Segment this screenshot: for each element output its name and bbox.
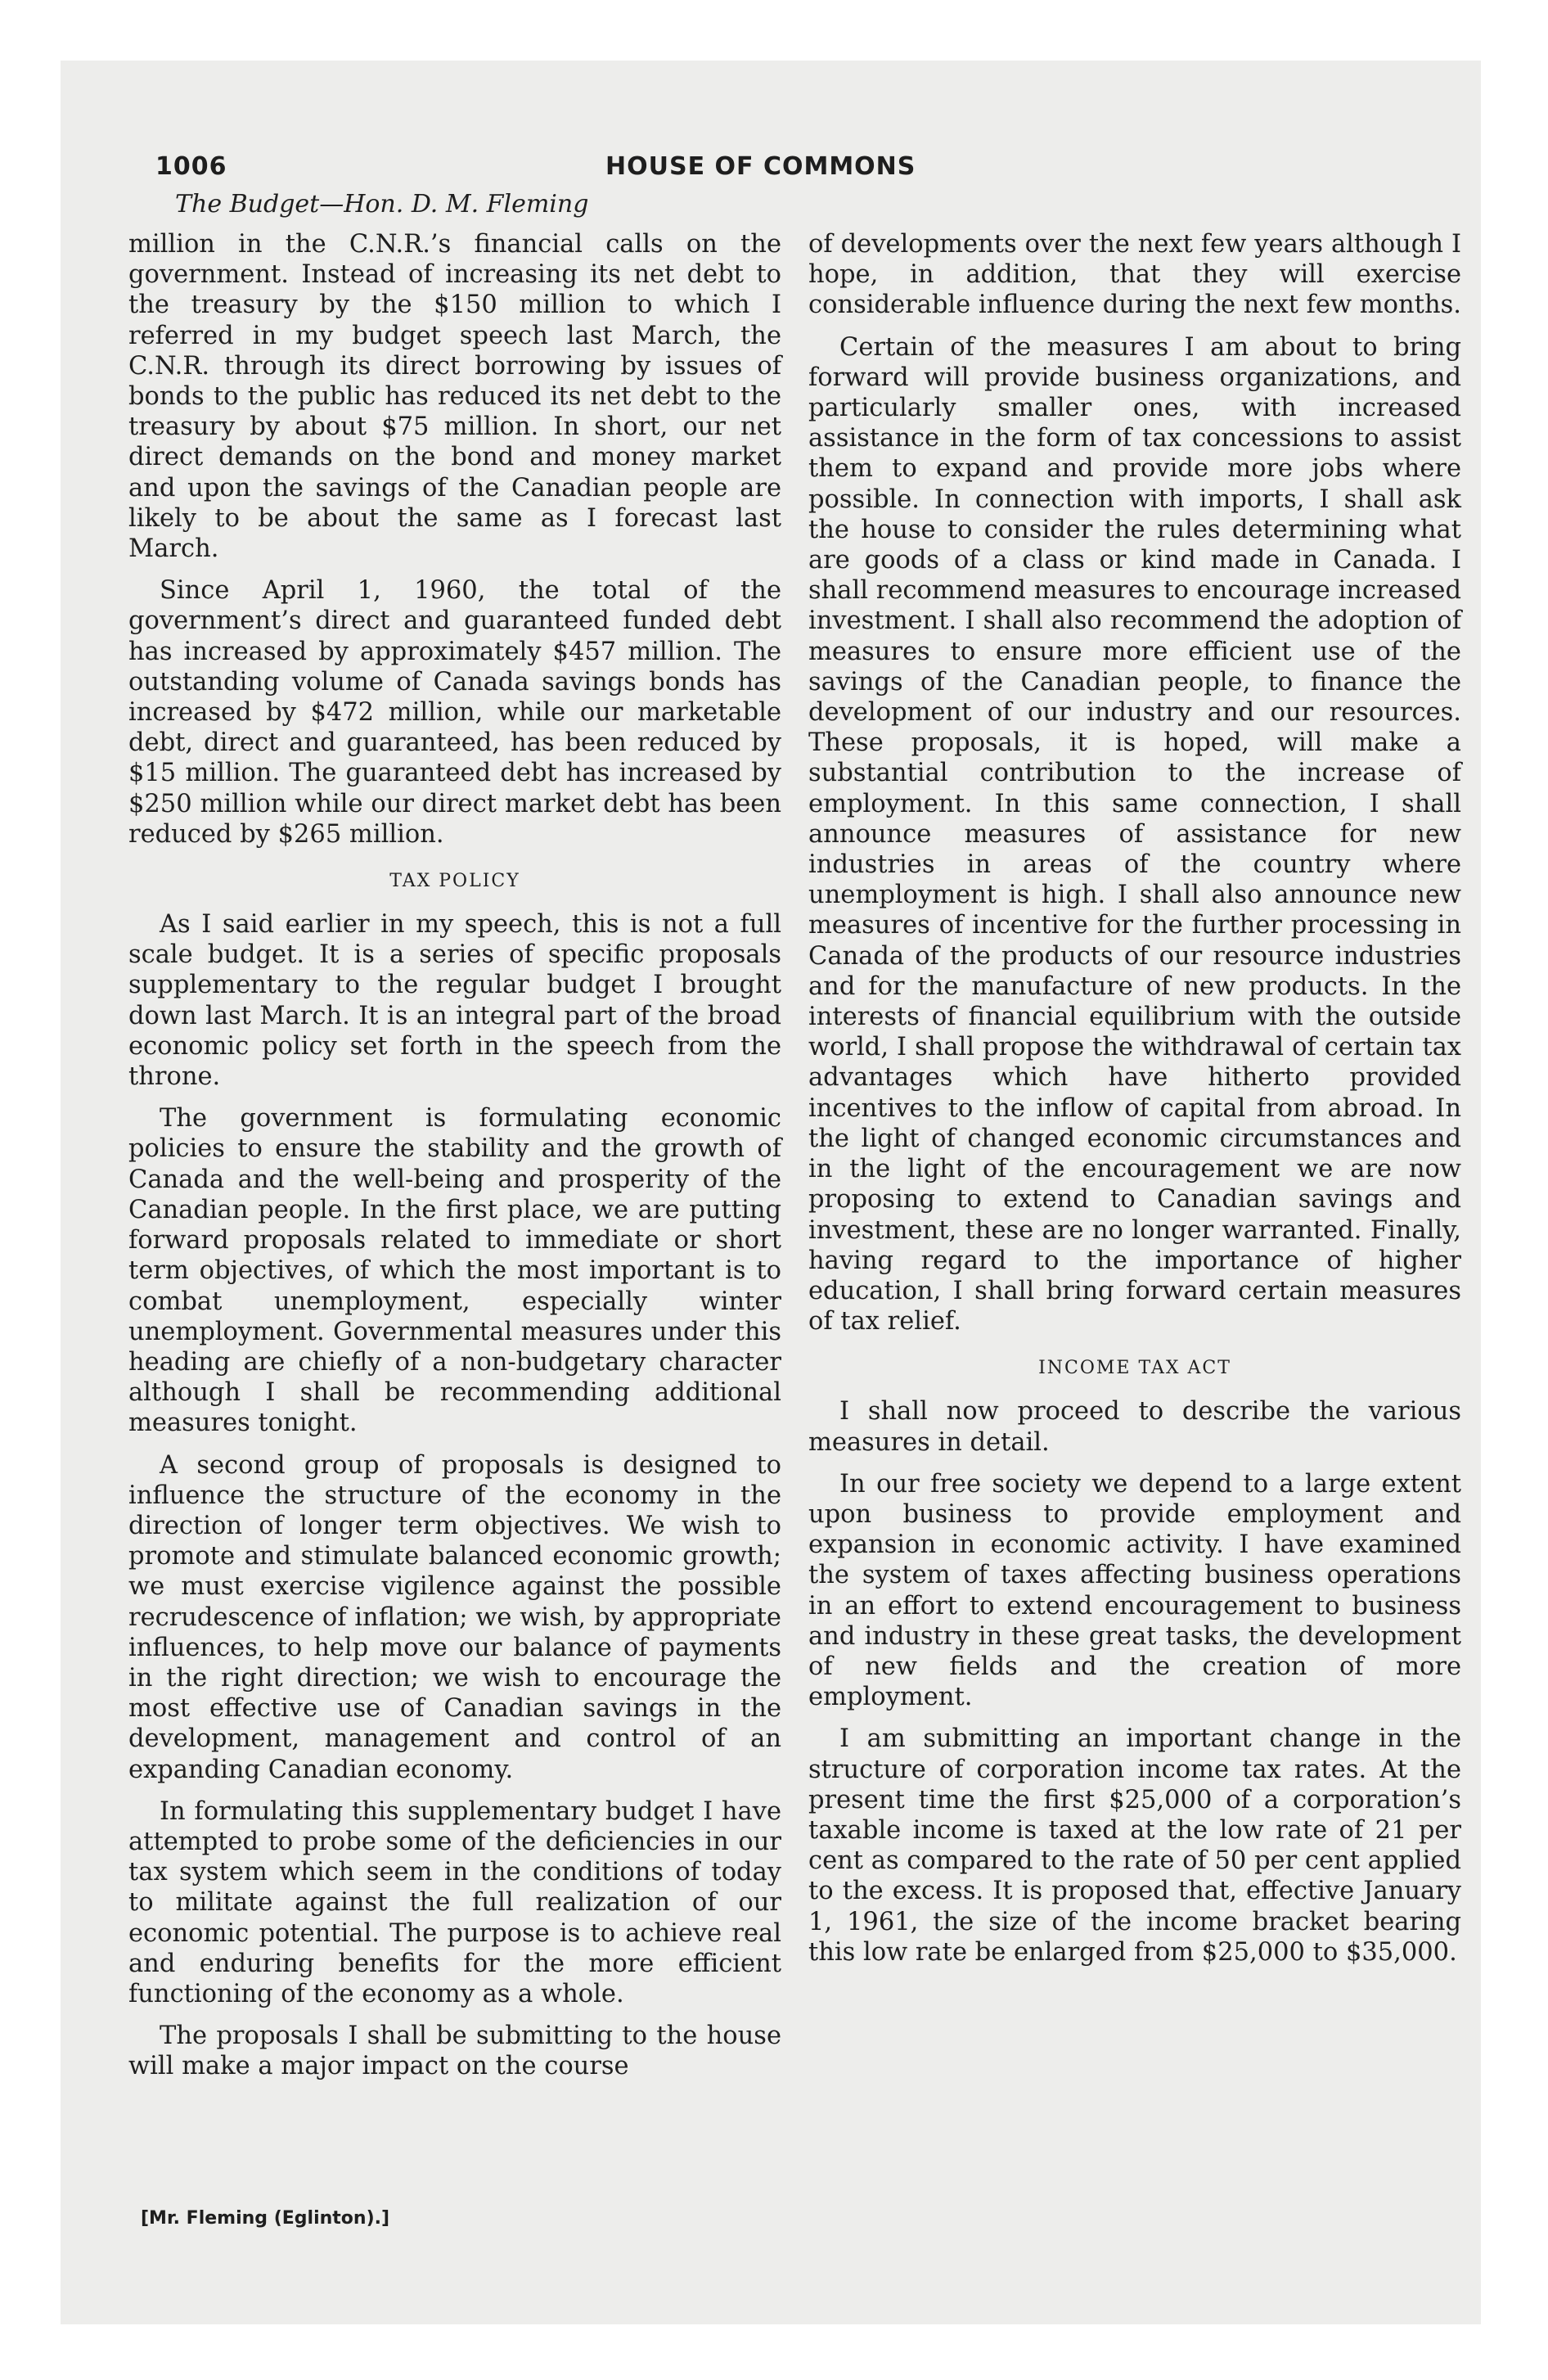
page-number: 1006 (155, 152, 227, 181)
paragraph: The proposals I shall be submitting to the house will make a major impact on the course (128, 2022, 781, 2081)
speaker-footer: [Mr. Fleming (Eglinton).] (141, 2208, 390, 2229)
paragraph: A second group of proposals is designed to influence the structure of the economy in the direction of longer term objectives. We wish to promote and stimulate balanced economic growth; we must exercise vigilence against the possible recrudescence of inflation; we wish, by appropriate influences, to help move our balance of payments in the right direction; we wish to encourage the most effective use of Canadian savings in the development, management and control of an expanding Canadian economy. (128, 1450, 781, 1784)
running-head: HOUSE OF COMMONS (605, 152, 916, 181)
paragraph: The government is formulating economic policies to ensure the stability and the growth of Canada and the well-being and prosperity of the Canadian people. In the first place, we are putting forward proposals related to immediate or short term objectives, of which the most important is to combat unemployment, especially winter unemployment. Governmental measures under this heading are chiefly of a non-budgetary character although I shall be recommending additional measures tonight. (128, 1104, 781, 1438)
paragraph: Certain of the measures I am about to bring forward will provide business organizations, and particularly smaller ones, with increased assistance in the form of tax concessions to assist them to expand and provide more jobs where possible. In connection with imports, I shall ask the house to consider the rules determining what are goods of a class or kind made in Canada. I shall recommend measures to encourage increased investment. I shall also recommend the adoption of measures to ensure more efficient use of the savings of the Canadian people, to finance the development of our industry and our resources. These proposals, it is hoped, will make a substantial contribution to the increase of employment. In this same connection, I shall announce measures of assistance for new industries in areas of the country where unemployment is high. I shall also announce new measures of incentive for the further processing in Canada of the products of our resource industries and for the manufacture of new products. In the interests of financial equilibrium with the outside world, I shall propose the withdrawal of certain tax advantages which have hitherto provided incentives to the inflow of capital from abroad. In the light of changed economic circumstances and in the light of the encouragement we are now proposing to extend to Canadian savings and investment, these are no longer warranted. Finally, having regard to the importance of higher education, I shall bring forward certain measures of tax relief. (808, 332, 1461, 1336)
paragraph: I shall now proceed to describe the various measures in detail. (808, 1397, 1461, 1457)
paragraph: As I said earlier in my speech, this is not a full scale budget. It is a series of specific proposals supplementary to the regular budget I brought down last March. It is an integral part of the broad economic policy set forth in the speech from the throne. (128, 910, 781, 1092)
paragraph: million in the C.N.R.’s financial calls on the government. Instead of increasing its net debt to the treasury by the $150 million to which I referred in my budget speech last March, the C.N.R. through its direct borrowing by issues of bonds to the public has reduced its net debt to the treasury by about $75 million. In short, our net direct demands on the bond and money market and upon the savings of the Canadian people are likely to be about the same as I forecast last March. (128, 230, 781, 564)
paragraph: In formulating this supplementary budget I have attempted to probe some of the deficiencies in our tax system which seem in the conditions of today to militate against the full realization of our economic potential. The purpose is to achieve real and enduring benefits for the more efficient functioning of the economy as a whole. (128, 1796, 781, 2008)
paragraph: In our free society we depend to a large extent upon business to provide employment and expansion in economic activity. I have examined the system of taxes affecting business operations in an effort to extend encouragement to business and industry in these great tasks, the development of new fields and the creation of more employment. (808, 1469, 1461, 1712)
paragraph: of developments over the next few years although I hope, in addition, that they will exercise considerable influence during the next few months. (808, 230, 1461, 320)
right-column (808, 229, 1461, 1968)
left-column (128, 229, 781, 2082)
section-heading: TAX POLICY (389, 871, 520, 892)
paragraph: I am submitting an important change in the structure of corporation income tax rates. At the present time the first $25,000 of a corporation’s taxable income is taxed at the low rate of 21 per cent as compared to the rate of 50 per cent applied to the excess. It is proposed that, effective January 1, 1961, the size of the income bracket bearing this low rate be enlarged from $25,000 to $35,000. (808, 1724, 1461, 1967)
speaker-subhead: The Budget—Hon. D. M. Fleming (175, 190, 589, 219)
paragraph: Since April 1, 1960, the total of the government’s direct and guaranteed funded debt has increased by approximately $457 million. The outstanding volume of Canada savings bonds has increased by $472 million, while our marketable debt, direct and guaranteed, has been reduced by $15 million. The guaranteed debt has increased by $250 million while our direct market debt has been reduced by $265 million. (128, 576, 781, 849)
section-heading: INCOME TAX ACT (1038, 1358, 1231, 1379)
